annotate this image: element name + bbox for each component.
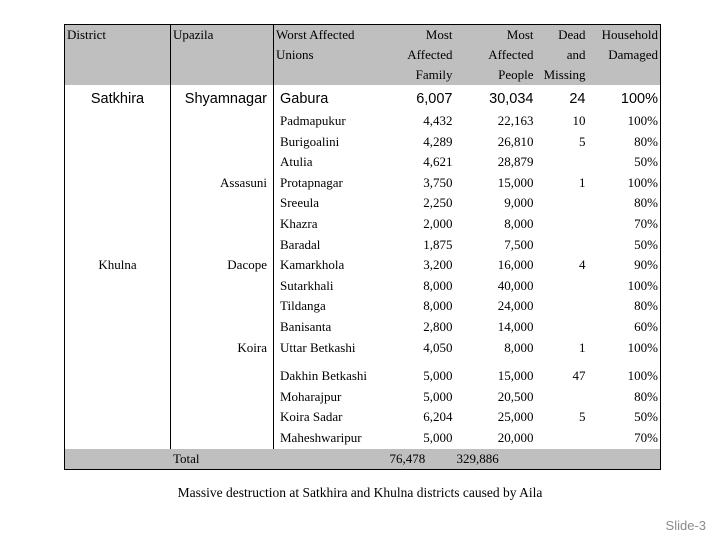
cell-union: Baradal — [274, 235, 388, 256]
cell-people: 22,163 — [497, 113, 534, 128]
cell-family: 4,289 — [423, 133, 453, 149]
cell-people: 15,000 — [497, 174, 534, 190]
cell-family: 4,432 — [423, 113, 453, 128]
table-row — [65, 387, 661, 408]
cell-upazila — [171, 358, 274, 387]
cell-household: 70% — [588, 428, 661, 449]
total-household — [588, 449, 661, 470]
cell-family: 6,204 — [423, 409, 453, 425]
cell-family: 3,750 — [423, 174, 453, 190]
table-row — [65, 407, 661, 428]
cell-union: Gabura — [274, 85, 388, 111]
cell-dead: 1 — [579, 174, 586, 190]
cell-district — [65, 276, 171, 297]
cell-dead: 47 — [572, 368, 586, 384]
header-upazila: Upazila — [171, 25, 274, 86]
cell-family: 8,000 — [423, 277, 453, 293]
cell-people: 7,500 — [504, 236, 534, 252]
cell-upazila — [171, 407, 274, 428]
cell-dead — [536, 317, 588, 338]
cell-dead — [536, 152, 588, 173]
cell-people: 14,000 — [497, 318, 534, 334]
cell-upazila — [171, 111, 274, 132]
cell-family: 3,200 — [423, 257, 453, 273]
cell-district: Khulna — [65, 255, 171, 276]
cell-union: Maheshwaripur — [274, 428, 388, 449]
cell-union: Banisanta — [274, 317, 388, 338]
cell-union: Moharajpur — [274, 387, 388, 408]
cell-district — [65, 152, 171, 173]
cell-household: 70% — [588, 214, 661, 235]
cell-district — [65, 358, 171, 387]
cell-union: Padmapukur — [274, 111, 388, 132]
header-district: District — [65, 25, 171, 86]
cell-dead — [536, 235, 588, 256]
cell-people: 8,000 — [504, 339, 534, 355]
cell-family: 6,007 — [416, 91, 453, 107]
cell-district — [65, 407, 171, 428]
cell-district — [65, 296, 171, 317]
cell-household: 90% — [588, 255, 661, 276]
slide-number: Slide-3 — [665, 518, 706, 533]
cell-upazila: Dacope — [171, 255, 274, 276]
total-family: 76,478 — [388, 449, 455, 470]
cell-household: 100% — [588, 276, 661, 297]
cell-household: 100% — [588, 173, 661, 194]
cell-family: 2,000 — [423, 215, 453, 231]
cell-dead — [536, 428, 588, 449]
total-row — [65, 449, 661, 470]
table-row — [65, 338, 661, 359]
cell-district — [65, 214, 171, 235]
cell-household: 100% — [588, 85, 661, 111]
cell-family: 5,000 — [423, 368, 453, 384]
cell-people: 8,000 — [504, 215, 534, 231]
cell-people: 25,000 — [497, 409, 534, 425]
cell-family: 2,250 — [423, 195, 453, 211]
cell-upazila: Shyamnagar — [171, 85, 274, 111]
table-row — [65, 214, 661, 235]
cell-household: 50% — [588, 235, 661, 256]
cell-dead — [536, 387, 588, 408]
cell-dead — [536, 296, 588, 317]
cell-family: 5,000 — [423, 429, 453, 445]
cell-family: 1,875 — [423, 236, 453, 252]
cell-family: 4,621 — [423, 154, 453, 170]
cell-household: 80% — [588, 387, 661, 408]
cell-people: 26,810 — [497, 133, 534, 149]
cell-district — [65, 338, 171, 359]
cell-household: 50% — [588, 407, 661, 428]
cell-dead: 1 — [579, 339, 586, 355]
cell-upazila — [171, 296, 274, 317]
cell-dead: 24 — [569, 91, 586, 107]
header-household-damaged: Household Damaged — [588, 25, 661, 86]
cell-upazila — [171, 193, 274, 214]
cell-household: 80% — [588, 193, 661, 214]
cell-upazila — [171, 317, 274, 338]
cell-union: Dakhin Betkashi — [274, 358, 388, 387]
cell-household: 100% — [588, 111, 661, 132]
table-row — [65, 358, 661, 387]
cell-upazila — [171, 152, 274, 173]
cell-people: 24,000 — [497, 298, 534, 314]
cell-household: 60% — [588, 317, 661, 338]
cell-union: Protapnagar — [274, 173, 388, 194]
cell-dead: 5 — [579, 133, 586, 149]
cell-union: Kamarkhola — [274, 255, 388, 276]
cell-union: Uttar Betkashi — [274, 338, 388, 359]
table-row — [65, 317, 661, 338]
cell-union: Tildanga — [274, 296, 388, 317]
cell-household: 100% — [588, 358, 661, 387]
cell-upazila — [171, 276, 274, 297]
table-body — [65, 85, 661, 449]
table-row — [65, 193, 661, 214]
total-dead — [536, 449, 588, 470]
total-label: Total — [65, 449, 388, 470]
total-people: 329,886 — [455, 449, 536, 470]
cell-people: 40,000 — [497, 277, 534, 293]
cell-union: Atulia — [274, 152, 388, 173]
cell-district — [65, 387, 171, 408]
cell-upazila — [171, 132, 274, 153]
header-row — [65, 25, 661, 86]
cell-union: Sreeula — [274, 193, 388, 214]
table-row — [65, 235, 661, 256]
table-row — [65, 296, 661, 317]
cell-dead: 10 — [572, 113, 586, 128]
table-row — [65, 428, 661, 449]
cell-district — [65, 317, 171, 338]
cell-people: 15,000 — [497, 368, 534, 384]
cell-people: 20,000 — [497, 429, 534, 445]
aila-impact-table — [64, 24, 661, 470]
cell-upazila: Assasuni — [171, 173, 274, 194]
header-worst-affected-unions: Worst Affected Unions — [274, 25, 388, 86]
cell-dead: 4 — [579, 257, 586, 273]
cell-people: 30,034 — [489, 91, 534, 107]
cell-upazila — [171, 235, 274, 256]
cell-district: Satkhira — [65, 85, 171, 111]
cell-people: 16,000 — [497, 257, 534, 273]
header-most-affected-people: Most Affected People — [455, 25, 536, 86]
cell-household: 80% — [588, 132, 661, 153]
cell-upazila — [171, 428, 274, 449]
cell-union: Koira Sadar — [274, 407, 388, 428]
table-row — [65, 276, 661, 297]
cell-family: 8,000 — [423, 298, 453, 314]
cell-district — [65, 428, 171, 449]
cell-dead: 5 — [579, 409, 586, 425]
header-most-affected-family: Most Affected Family — [388, 25, 455, 86]
cell-dead — [536, 193, 588, 214]
cell-people: 20,500 — [497, 388, 534, 404]
cell-union: Burigoalini — [274, 132, 388, 153]
cell-household: 50% — [588, 152, 661, 173]
table-header — [65, 25, 661, 86]
cell-district — [65, 235, 171, 256]
slide-caption: Massive destruction at Satkhira and Khulna districts caused by Aila — [177, 485, 543, 500]
cell-people: 9,000 — [504, 195, 534, 211]
cell-district — [65, 193, 171, 214]
cell-union: Khazra — [274, 214, 388, 235]
cell-dead — [536, 276, 588, 297]
table-row — [65, 132, 661, 153]
cell-district — [65, 132, 171, 153]
cell-upazila: Koira — [171, 338, 274, 359]
table-row — [65, 255, 661, 276]
cell-upazila — [171, 387, 274, 408]
cell-household: 80% — [588, 296, 661, 317]
cell-household: 100% — [588, 338, 661, 359]
cell-district — [65, 173, 171, 194]
cell-people: 28,879 — [497, 154, 534, 170]
table-row — [65, 173, 661, 194]
cell-district — [65, 111, 171, 132]
cell-family: 5,000 — [423, 388, 453, 404]
cell-union: Sutarkhali — [274, 276, 388, 297]
table-row — [65, 85, 661, 111]
cell-dead — [536, 214, 588, 235]
cell-family: 2,800 — [423, 318, 453, 334]
header-dead-and-missing: Dead and Missing — [536, 25, 588, 86]
table-row — [65, 152, 661, 173]
table-row — [65, 111, 661, 132]
cell-upazila — [171, 214, 274, 235]
cell-family: 4,050 — [423, 339, 453, 355]
